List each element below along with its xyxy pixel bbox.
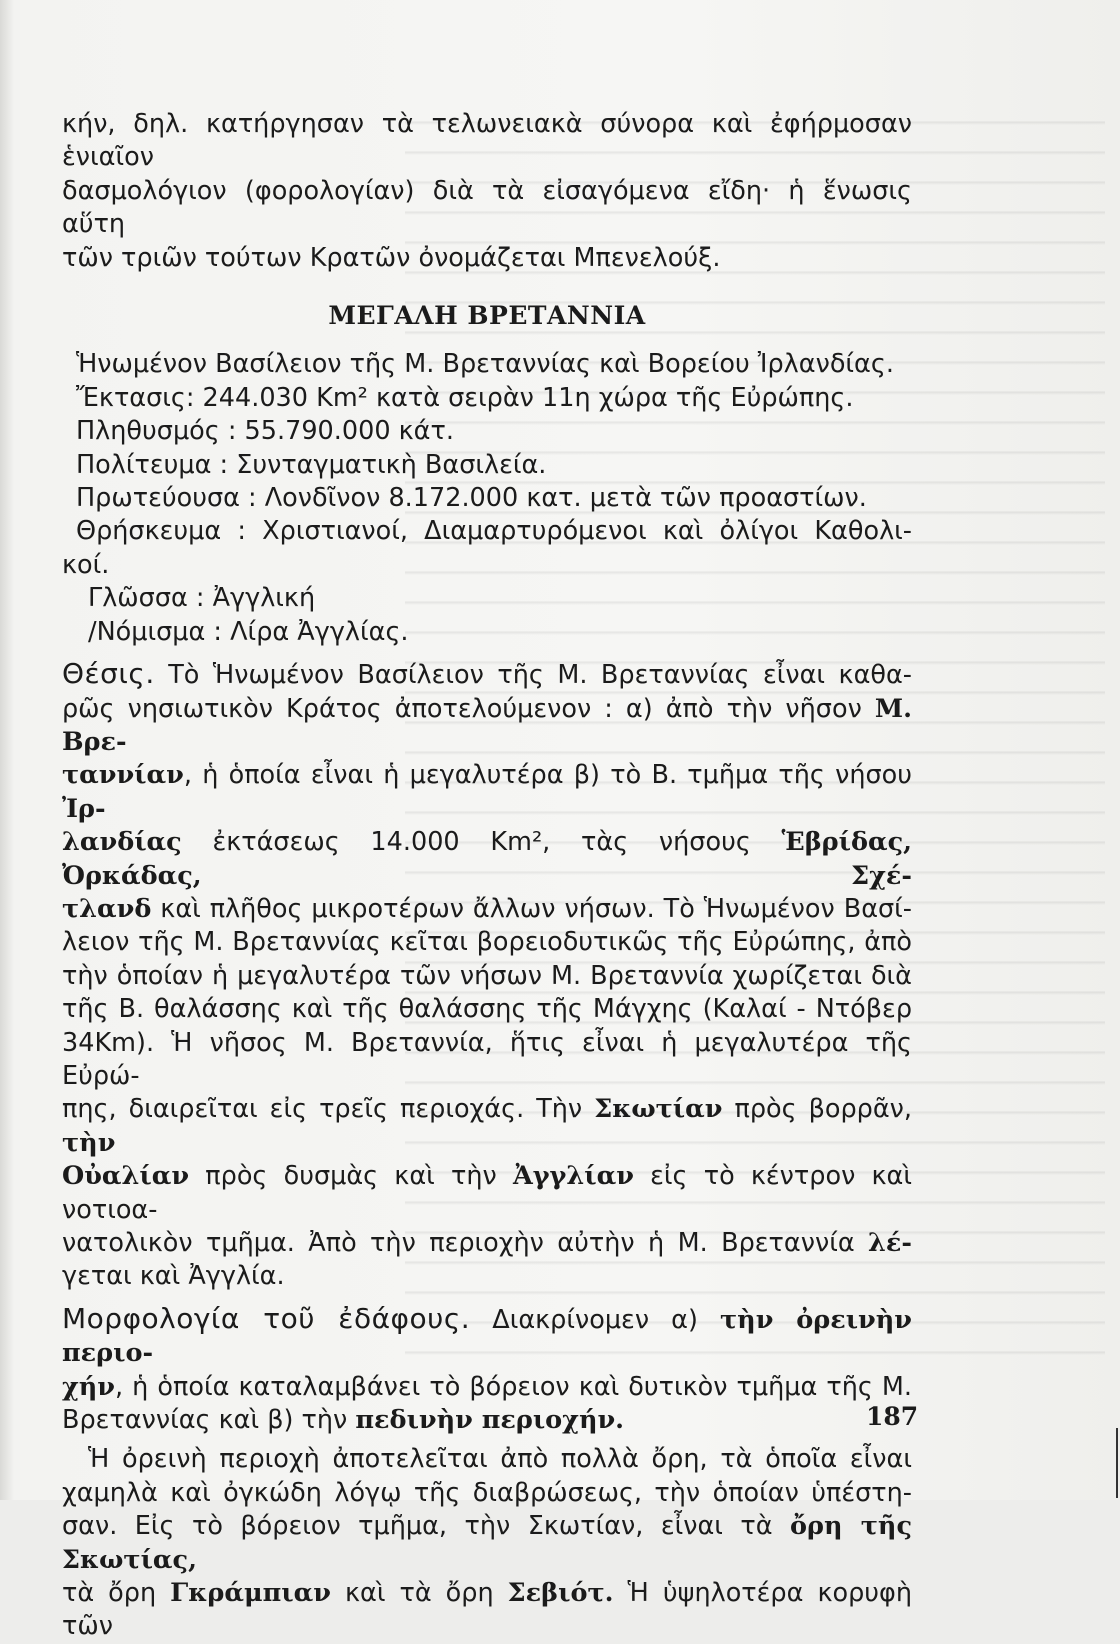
text-span: πης, διαιρεῖται εἰς τρεῖς περιοχάς. Τὴν <box>62 1094 595 1125</box>
text-span: Βρεταννίας καὶ β) τὴν <box>62 1405 356 1436</box>
text-span: , ἡ ὁποία εἶναι ἡ μεγαλυτέρα β) τὸ Β. τμῆμα τῆς νήσου <box>183 760 912 791</box>
text-line: δασμολόγιον (φορολογίαν) διὰ τὰ εἰσαγόμενα εἴδη· ἡ ἕνωσις αὕτη <box>62 175 912 240</box>
bold-term: Οὐαλίαν <box>62 1161 190 1192</box>
text-line <box>62 893 912 926</box>
text-line <box>62 759 912 826</box>
text-span: Τὸ Ἡνωμένον Βασίλειον τῆς Μ. Βρεταννίας εἶναι καθα- <box>154 660 912 691</box>
bold-term: πεδινὴν περιοχήν. <box>355 1405 625 1436</box>
text-span: ἐκτάσεως 14.000 Km², τὰς νήσους <box>181 827 782 858</box>
text-line: λειον τῆς Μ. Βρεταννίας κεῖται βορειοδυτικῶς τῆς Εὐρώπης, ἀπὸ <box>62 927 912 958</box>
text-line <box>62 657 912 692</box>
text-line <box>62 1227 912 1260</box>
text-line <box>62 826 912 893</box>
bold-term: τλανδ <box>62 893 152 924</box>
text-line: τὴν ὁποίαν ἡ μεγαλυτέρα τῶν νήσων Μ. Βρεταννία χωρίζεται διὰ <box>62 960 912 991</box>
fact-currency: /Νόμισμα : Λίρα Ἀγγλίας. <box>88 616 409 647</box>
position-paragraph <box>62 657 912 1294</box>
bold-term: ὄρη τῆς Σκωτίας, <box>62 1511 913 1575</box>
bold-term: Ἑβρίδας, Ὀρκάδας, Σχέ- <box>62 827 912 891</box>
bold-term: ταννίαν <box>62 760 184 791</box>
text-line <box>62 1577 912 1644</box>
text-line: χαμηλὰ καὶ ὀγκώδη λόγῳ τῆς διαβρώσεως, τὴν ὁποίαν ὑπέστη- <box>62 1477 912 1508</box>
text-line: Ἡ ὀρεινὴ περιοχὴ ἀποτελεῖται ἀπὸ πολλὰ ὄρη, τὰ ὁποῖα εἶναι <box>88 1444 912 1475</box>
text-line <box>62 693 912 760</box>
facts-block <box>62 348 912 649</box>
bold-term: Ἰρ- <box>62 793 106 824</box>
bold-term: Γκράμπιαν <box>170 1578 331 1609</box>
fact-government: Πολίτευμα : Συνταγματικὴ Βασιλεία. <box>76 449 547 480</box>
text-line: τῆς Β. θαλάσσης καὶ τῆς θαλάσσης τῆς Μάγχης (Καλαί - Ντόβερ <box>62 994 912 1025</box>
bold-term: Σκωτίαν <box>594 1094 723 1125</box>
page-number: 187 <box>866 1402 919 1431</box>
text-span: πρὸς βορρᾶν, <box>722 1094 913 1125</box>
bold-term: Σεβιότ. <box>507 1578 614 1609</box>
text-span: , ἡ ὁποία καταλαμβάνει τὸ βόρειον καὶ δυτικὸν τμῆμα τῆς Μ. <box>115 1371 912 1402</box>
text-line: 34Km). Ἡ νῆσος Μ. Βρεταννία, ἥτις εἶναι ἡ μεγαλυτέρα τῆς Εὐρώ- <box>62 1027 912 1091</box>
text-span: πρὸς δυσμὰς καὶ τὴν <box>189 1161 513 1192</box>
text-line <box>62 1093 912 1160</box>
text-span: τὰ ὄρη <box>62 1578 171 1609</box>
page-edge-mark <box>1116 1428 1118 1498</box>
text-line <box>62 1371 912 1404</box>
text-span: Διακρίνομεν α) <box>470 1304 720 1335</box>
text-line: τῶν τριῶν τούτων Κρατῶν ὀνομάζεται Μπενελούξ. <box>62 242 721 273</box>
text-span: νατολικὸν τμῆμα. Ἀπὸ τὴν περιοχὴν αὐτὴν ἡ Μ. Βρεταννία <box>62 1228 869 1258</box>
text-span: Ἡ ὑψηλοτέρα κορυφὴ τῶν <box>62 1578 913 1642</box>
text-span: σαν. Εἰς τὸ βόρειον τμῆμα, τὴν Σκωτίαν, εἶναι τὰ <box>62 1511 791 1542</box>
text-line: κήν, δηλ. κατήργησαν τὰ τελωνειακὰ σύνορα καὶ ἐφήρμοσαν ἑνιαῖον <box>62 109 912 173</box>
fact-religion: Θρήσκευμα : Χριστιανοί, Διαμαρτυρόμενοι καὶ ὀλίγοι Καθολι- <box>76 516 912 547</box>
section-title: ΜΕΓΑΛΗ ΒΡΕΤΑΝΝΙΑ <box>328 301 646 331</box>
bold-term: τὴν <box>62 1127 116 1158</box>
bold-term: λέ- <box>868 1228 912 1258</box>
text-line: γεται καὶ Ἀγγλία. <box>62 1261 285 1292</box>
bold-term: Ἀγγλίαν <box>512 1161 634 1192</box>
text-line <box>62 1302 912 1371</box>
text-span: καὶ τὰ ὄρη <box>330 1578 508 1609</box>
fact-capital: Πρωτεύουσα : Λονδῖνον 8.172.000 κατ. μετὰ τῶν προαστίων. <box>76 483 867 514</box>
fact-language: Γλῶσσα : Ἀγγλική <box>88 583 316 614</box>
fact-official-name: Ἡνωμένον Βασίλειον τῆς Μ. Βρεταννίας καὶ Βορείου Ἰρλανδίας. <box>76 349 894 380</box>
page-text <box>62 108 912 1644</box>
bold-term: λανδίας <box>62 827 182 858</box>
fact-population: Πληθυσμός : 55.790.000 κάτ. <box>76 416 454 447</box>
text-span: ρῶς νησιωτικὸν Κράτος ἀποτελούμενον : α) ἀπὸ τὴν νῆσον <box>62 693 875 724</box>
bold-term: χήν <box>62 1371 116 1402</box>
position-heading: Θέσις. <box>62 657 155 691</box>
morphology-paragraph <box>62 1302 912 1644</box>
text-line <box>62 1510 912 1577</box>
text-span: καὶ πλῆθος μικροτέρων ἄλλων νήσων. Τὸ Ἡνωμένον Βασί- <box>151 893 912 924</box>
fact-area: Ἔκτασις: 244.030 Km² κατὰ σειρὰν 11η χώρα τῆς Εὐρώπης. <box>76 382 854 413</box>
text-span: εἰς τὸ κέντρον καὶ νοτιοα- <box>62 1161 912 1225</box>
morphology-heading: Μορφολογία τοῦ ἐδάφους. <box>62 1301 471 1335</box>
text-line <box>62 1160 912 1227</box>
bold-term: Μ. Βρε- <box>62 693 912 757</box>
fact-religion-cont: κοί. <box>62 549 110 580</box>
text-line <box>62 1404 912 1437</box>
bold-term: τὴν ὀρεινὴν περιο- <box>62 1304 912 1369</box>
